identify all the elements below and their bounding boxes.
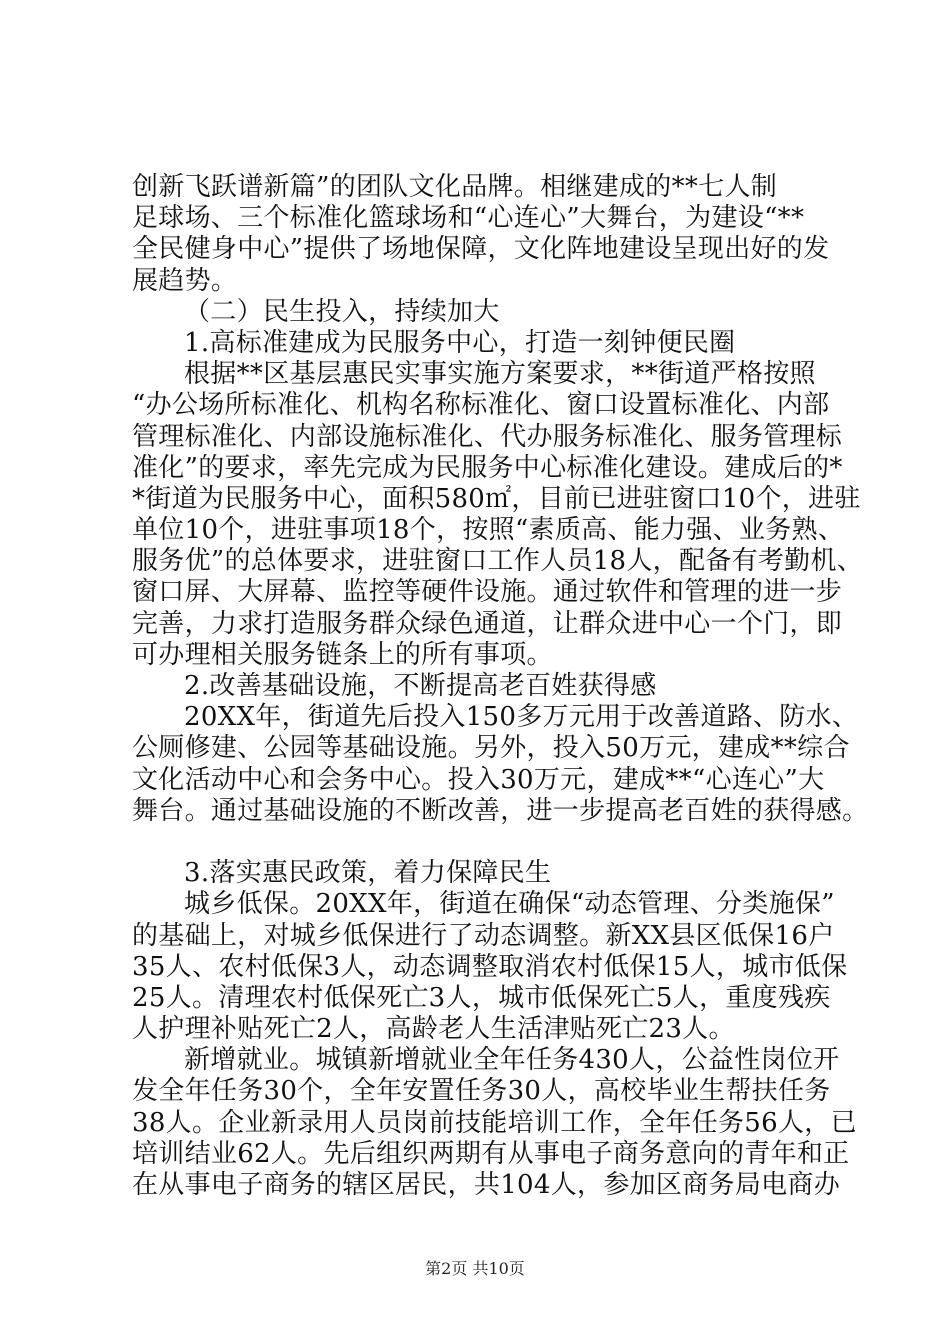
text-line: 展趋势。 bbox=[132, 265, 238, 296]
body-text bbox=[132, 172, 869, 1201]
text-line: 创新飞跃谱新篇”的团队文化品牌。相继建成的**七人制 bbox=[132, 172, 778, 202]
text-line: 服务优”的总体要求，进驻窗口工作人员18人，配备有考勤机、 bbox=[132, 546, 864, 577]
text-line: 培训结业62人。先后组织两期有从事电子商务意向的青年和正 bbox=[132, 1138, 850, 1169]
blank-line bbox=[132, 827, 832, 858]
text-line: 足球场、三个标准化篮球场和“心连心”大舞台，为建设“** bbox=[132, 203, 805, 234]
text-line: 的基础上，对城乡低保进行了动态调整。新XX县区低保16户 bbox=[132, 920, 835, 951]
text-line: 20XX年，街道先后投入150多万元用于改善道路、防水、 bbox=[184, 702, 859, 733]
text-line: 35人、农村低保3人，动态调整取消农村低保15人，城市低保 bbox=[132, 951, 848, 982]
text-line: 文化活动中心和会务中心。投入30万元，建成**“心连心”大 bbox=[132, 764, 825, 795]
text-line: 城乡低保。20XX年，街道在确保“动态管理、分类施保” bbox=[184, 889, 835, 920]
text-line: 舞台。通过基础设施的不断改善，进一步提高老百姓的获得感。 bbox=[132, 795, 869, 826]
section-heading: （二）民生投入，持续加大 bbox=[184, 296, 500, 327]
text-line: *街道为民服务中心，面积580㎡，目前已进驻窗口10个，进驻 bbox=[132, 483, 861, 514]
text-line: 窗口屏、大屏幕、监控等硬件设施。通过软件和管理的进一步 bbox=[132, 577, 843, 608]
subsection-heading: 1.高标准建成为民服务中心，打造一刻钟便民圈 bbox=[184, 327, 736, 358]
text-line: 在从事电子商务的辖区居民，共104人，参加区商务局电商办 bbox=[132, 1170, 841, 1200]
text-line: 25人。清理农村低保死亡3人，城市低保死亡5人，重度残疾 bbox=[132, 982, 831, 1013]
text-line: 可办理相关服务链条上的所有事项。 bbox=[132, 639, 553, 670]
text-line: 人护理补贴死亡2人，高龄老人生活津贴死亡23人。 bbox=[132, 1014, 735, 1045]
text-line: 根据**区基层惠民实事实施方案要求，**街道严格按照 bbox=[184, 359, 816, 390]
text-line: 管理标准化、内部设施标准化、代办服务标准化、服务管理标 bbox=[132, 421, 843, 452]
text-line: 准化”的要求，率先完成为民服务中心标准化建设。建成后的* bbox=[132, 452, 843, 483]
text-line: 单位10个，进驻事项18个，按照“素质高、能力强、业务熟、 bbox=[132, 515, 845, 546]
text-line: “办公场所标准化、机构名称标准化、窗口设置标准化、内部 bbox=[132, 390, 830, 421]
page-number-footer: 第2页 共10页 bbox=[425, 1259, 525, 1278]
subsection-heading: 2.改善基础设施，不断提高老百姓获得感 bbox=[184, 671, 657, 701]
text-line: 完善，力求打造服务群众绿色通道，让群众进中心一个门，即 bbox=[132, 608, 843, 639]
text-line: 发全年任务30个，全年安置任务30人，高校毕业生帮扶任务 bbox=[132, 1076, 831, 1107]
text-line: 公厕修建、公园等基础设施。另外，投入50万元，建成**综合 bbox=[132, 733, 850, 764]
text-line: 38人。企业新录用人员岗前技能培训工作，全年任务56人，已 bbox=[132, 1107, 857, 1138]
subsection-heading: 3.落实惠民政策，着力保障民生 bbox=[184, 858, 552, 889]
text-line: 新增就业。城镇新增就业全年任务430人，公益性岗位开 bbox=[184, 1045, 840, 1076]
text-line: 全民健身中心”提供了场地保障，文化阵地建设呈现出好的发 bbox=[132, 234, 830, 265]
